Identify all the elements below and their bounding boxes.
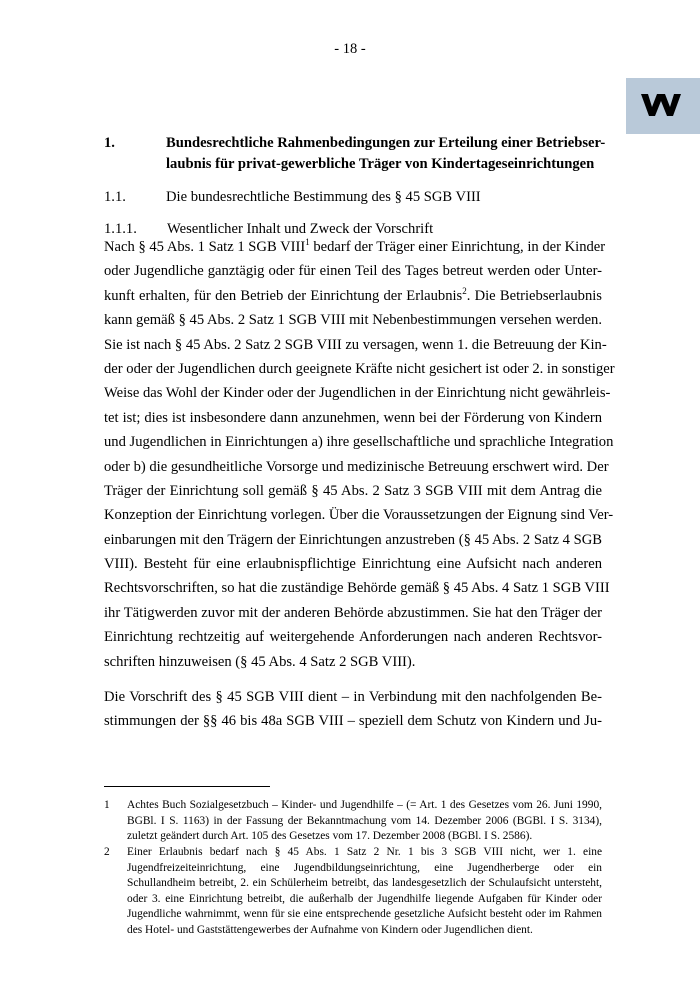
text-line: Träger der Einrichtung soll gemäß § 45 Abs. 2 Satz 3 SGB VIII mit dem Antrag die	[104, 482, 602, 499]
body-paragraph	[104, 685, 602, 734]
text-fragment: . Die Betriebserlaubnis	[466, 287, 602, 304]
section-title: Wesentlicher Inhalt und Zweck der Vorschrift	[167, 221, 434, 237]
text-line: VIII). Besteht für eine erlaubnispflichtige Einrichtung eine Aufsicht nach anderen	[104, 556, 602, 573]
text-line: tet ist; dies ist insbesondere dann anzunehmen, wenn bei der Förderung von Kindern	[104, 409, 602, 426]
footnote-text: Einer Erlaubnis bedarf nach § 45 Abs. 1 Satz 2 Nr. 1 bis 3 SGB VIII nicht, wer 1. eine Jugendfreizeiteinrichtung, eine Jugendbildungseinrichtung, eine Jugendherberge oder ein Schullandheim betreibt, 2. ein Schülerheim betreibt, das landesgesetzlich der Schulaufsicht untersteht, oder 3. eine Einrichtung betreibt, die außerhalb der Jugendhilfe liegende Aufgaben für Kinder oder Jugendliche wahrnimmt, wenn für sie eine entsprechende gesetzliche Aufsicht besteht oder im Rahmen des Hotel- und Gaststättengewerbes der Aufnahme von Kindern oder Jugendlichen dient.	[127, 846, 602, 936]
text-line: ihr Tätigwerden zuvor mit der anderen Behörde abzustimmen. Sie hat den Träger der	[104, 604, 602, 621]
text-line: einbarungen mit den Trägern der Einrichtungen anzustreben (§ 45 Abs. 2 Satz 4 SGB	[104, 531, 602, 548]
footnote-ref[interactable]: 1	[305, 237, 310, 247]
footnote-separator	[104, 786, 270, 787]
text-line: stimmungen der §§ 46 bis 48a SGB VIII – speziell dem Schutz von Kindern und Ju-	[104, 713, 602, 730]
text-line: Einrichtung rechtzeitig auf weitergehende Anforderungen nach anderen Rechtsvor-	[104, 629, 602, 646]
section-number: 1.1.1.	[104, 221, 137, 237]
body-paragraph	[104, 235, 615, 674]
text-line: oder Jugendliche ganztägig oder für einen Teil des Tages betreut werden oder Unter-	[104, 263, 602, 280]
page-number: - 18 -	[334, 41, 366, 57]
text-line: kann gemäß § 45 Abs. 2 Satz 1 SGB VIII mit Nebenbestimmungen versehen werden.	[104, 312, 602, 329]
text-line: Sie ist nach § 45 Abs. 2 Satz 2 SGB VIII zu versagen, wenn 1. die Betreuung der Kin-	[104, 336, 607, 353]
text-line: Weise das Wohl der Kinder oder der Jugendlichen in der Einrichtung nicht gewährleis-	[104, 385, 611, 402]
text-line	[104, 284, 602, 308]
text-fragment: Nach § 45 Abs. 1 Satz 1 SGB VIII	[104, 239, 306, 255]
footnote-ref[interactable]: 2	[462, 285, 467, 296]
text-line: Die Vorschrift des § 45 SGB VIII dient – in Verbindung mit den nachfolgenden Be-	[104, 689, 602, 705]
footnote-number: 1	[104, 799, 110, 811]
text-line: oder b) die gesundheitliche Vorsorge und medizinische Betreuung erschwert wird. Der	[104, 458, 609, 475]
text-line: schriften hinzuweisen (§ 45 Abs. 4 Satz 2 SGB VIII).	[104, 653, 416, 670]
footnote-number: 2	[104, 846, 110, 858]
text-fragment: kunft erhalten, für den Betrieb der Einrichtung der Erlaubnis	[104, 287, 463, 304]
text-line	[104, 235, 606, 259]
section-title-line: Bundesrechtliche Rahmenbedingungen zur Erteilung einer Betriebser-	[166, 135, 606, 151]
section-title-line: laubnis für privat-gewerbliche Träger von Kindertageseinrichtungen	[166, 156, 595, 172]
w-logo-icon	[640, 91, 682, 119]
footnote-text: Achtes Buch Sozialgesetzbuch – Kinder- und Jugendhilfe – (= Art. 1 des Gesetzes vom 26. Juni 1990, BGBl. I S. 1163) in der Fassung der Bekanntmachung vom 14. Dezember 2006 (BGBl. I S. 3134), zuletzt geändert durch Art. 105 des Gesetzes vom 17. Dezember 2008 (BGBl. I S. 2586).	[127, 799, 602, 843]
text-line: Konzeption der Einrichtung vorlegen. Über die Voraussetzungen der Eignung sind Ver-	[104, 507, 614, 524]
section-number: 1.	[104, 135, 115, 151]
section-title	[166, 133, 606, 175]
logo	[626, 78, 700, 134]
text-line: Rechtsvorschriften, so hat die zuständige Behörde gemäß § 45 Abs. 4 Satz 1 SGB VIII	[104, 580, 610, 597]
text-line: der oder der Jugendlichen durch geeignete Kräfte nicht gesichert ist oder 2. in sonstiger	[104, 360, 615, 377]
section-number: 1.1.	[104, 189, 126, 205]
text-line: und Jugendlichen in Einrichtungen a) ihre gesellschaftliche und sprachliche Integration	[104, 434, 614, 451]
section-title: Die bundesrechtliche Bestimmung des § 45 SGB VIII	[166, 189, 481, 205]
text-fragment: bedarf der Träger einer Einrichtung, in der Kinder	[309, 239, 606, 255]
